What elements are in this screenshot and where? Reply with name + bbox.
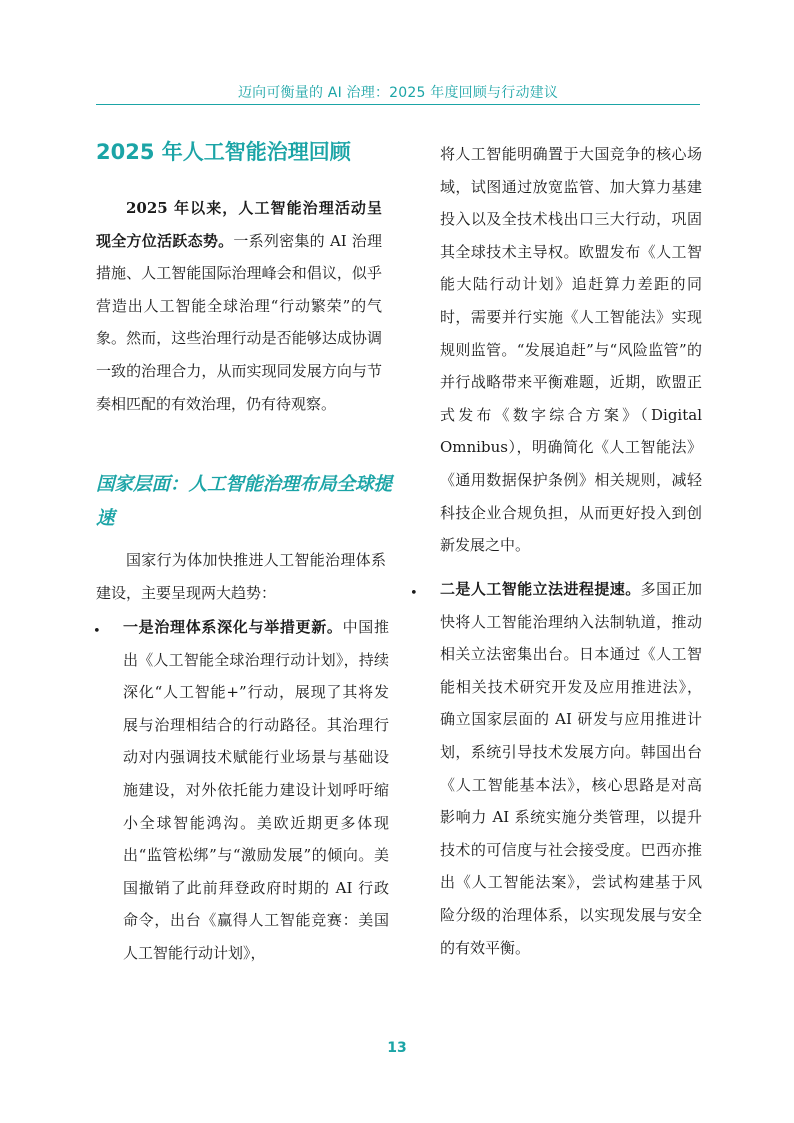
header-rule: [96, 104, 700, 105]
national-heading: 国家层面：人工智能治理布局全球提速: [96, 474, 393, 529]
bullet-one: [123, 611, 389, 970]
bullet-one-lead: 一是治理体系深化与举措更新。: [123, 618, 343, 636]
intro-paragraph: [96, 192, 382, 420]
running-header: 迈向可衡量的 AI 治理：2025 年度回顾与行动建议: [237, 85, 559, 101]
bullet-one-continued: 将人工智能明确置于大国竞争的核心场域，试图通过放宽监管、加大算力基建投入以及全技术栈出口三大行动，巩固其全球技术主导权。欧盟发布《人工智能大陆行动计划》追赶算力差距的同时，需要并行实施《人工智能法》实现规则监管。“发展追赶”与“风险监管”的并行战略带来平衡难题，近期，欧盟正式发布《数字综合方案》（Digital Omnibus），明确简化《人工智能法》《通用数据保护条例》相关规则，减轻科技企业合规负担，从而更好投入到创新发展之中。: [440, 145, 702, 555]
bullet-two-body: 多国正加快将人工智能治理纳入法制轨道，推动相关立法密集出台。日本通过《人工智能相关技术研究开发及应用推进法》，确立国家层面的 AI 研发与应用推进计划，系统引导技术发展方向。韩国出台《人工智能基本法》，核心思路是对高影响力 AI 系统实施分类管理，以提升技术的可信度与社会接受度。巴西亦推出《人工智能法案》，尝试构建基于风险分级的治理体系，以实现发展与安全的有效平衡。: [440, 580, 702, 957]
intro-body: 一系列密集的 AI 治理措施、人工智能国际治理峰会和倡议，似乎营造出人工智能全球治理“行动繁荣”的气象。然而，这些治理行动是否能够达成协调一致的治理合力，从而实现同发展方向与节奏相匹配的有效治理，仍有待观察。: [96, 231, 382, 413]
bullet-marker: •: [410, 586, 418, 601]
page-number: 13: [387, 1040, 407, 1056]
bullet-two-lead: 二是人工智能立法进程提速。: [440, 580, 641, 598]
bullet-marker: •: [93, 624, 101, 639]
section-title: 2025 年人工智能治理回顾: [96, 140, 351, 164]
intro-lead: 2025 年以来，人工智能治理活动呈现全方位活跃态势。: [96, 199, 382, 250]
bullet-two: [440, 573, 702, 964]
national-intro: 国家行为体加快推进人工智能治理体系建设，主要呈现两大趋势：: [96, 551, 386, 602]
bullet-one-body: 中国推出《人工智能全球治理行动计划》，持续深化“人工智能+”行动，展现了其将发展与治理相结合的行动路径。其治理行动对内强调技术赋能行业场景与基础设施建设，对外依托能力建设计划呼吁缩小全球智能鸿沟。美欧近期更多体现出“监管松绑”与“激励发展”的倾向。美国撤销了此前拜登政府时期的 AI 行政命令，出台《赢得人工智能竞赛：美国人工智能行动计划》，: [123, 618, 389, 962]
